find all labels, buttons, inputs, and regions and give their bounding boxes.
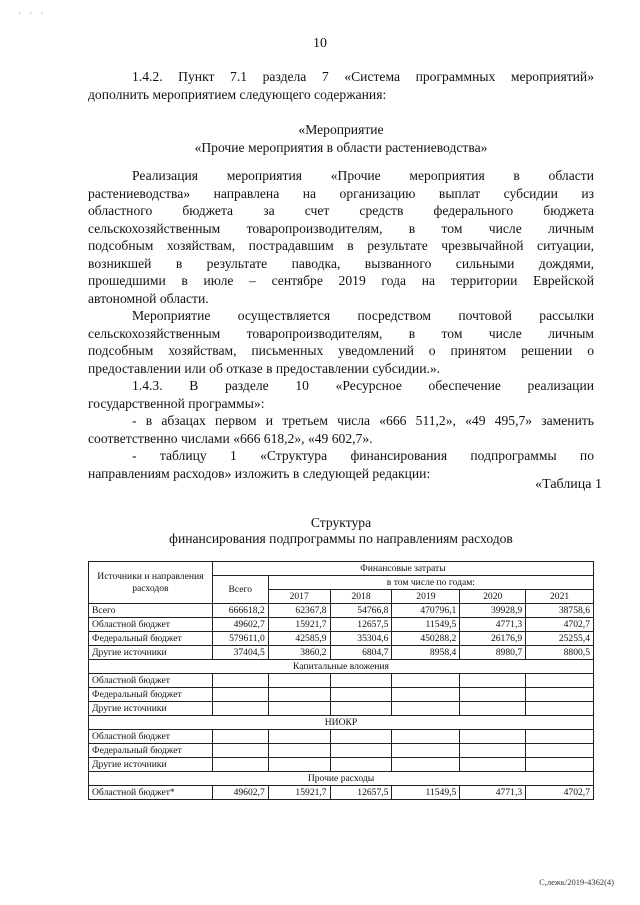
row-label: Федеральный бюджет [89,744,213,758]
measure-heading [88,121,594,156]
text-line: - таблицу 1 «Структура финансирования подпрограммы по [132,448,594,463]
table-title [88,515,594,547]
table-title-line: Структура [310,515,372,530]
text-line: 1.4.3. В разделе 10 «Ресурсное обеспечение реализации [132,378,594,393]
section-niokr: НИОКР [89,716,594,730]
text-line: автономной области. [88,290,209,306]
row-label: Другие источники [89,646,213,660]
text-line: дополнить мероприятием следующего содержания: [88,86,387,102]
row-label: Областной бюджет* [89,786,213,800]
table-row [89,702,594,716]
text-line: - в абзацах первом и третьем числа «666 511,2», «49 495,7» заменить [132,413,594,428]
text-line: соответственно числами «666 618,2», «49 602,7». [88,430,373,446]
text-line: возникшей в результате паводка, вызванного сильными дождями, [88,255,594,271]
table-row [89,618,594,632]
header-sources: Источники и направления расходов [89,562,213,604]
heading-line: «Прочие мероприятия в области растениеводства» [194,139,488,155]
text-line: подсобным хозяйствам, пострадавшим в результате чрезвычайной ситуации, [88,238,594,253]
text-line: Мероприятие осуществляется посредством почтовой рассылки [132,308,594,323]
cell-value: 49602,7 [212,618,268,632]
table-row [89,604,594,618]
financing-table [88,561,594,800]
text-line: государственной программы»: [88,395,265,411]
cell-value: 4771,3 [460,618,526,632]
cell-value: 54766,8 [330,604,392,618]
paragraph-1-4-3 [88,377,594,482]
cell-value: 4702,7 [526,618,594,632]
header-year: 2019 [392,590,460,604]
table-row [89,632,594,646]
cell-value: 4771,3 [460,786,526,800]
row-label: Другие источники [89,758,213,772]
section-other-expenses: Прочие расходы [89,772,594,786]
cell-value: 470796,1 [392,604,460,618]
paragraph-mailing [88,307,594,377]
cell-value: 8958,4 [392,646,460,660]
cell-value: 666618,2 [212,604,268,618]
text-line: подсобным хозяйствам, письменных уведомлений о принятом решении о [88,343,594,358]
text-line: областного бюджета за счет средств федерального бюджета [88,203,594,218]
scan-artifact: · · · [18,8,47,18]
cell-value: 4702,7 [526,786,594,800]
table-row [89,646,594,660]
header-financial-costs: Финансовые затраты [212,562,593,576]
header-year: 2017 [268,590,330,604]
row-label: Областной бюджет [89,618,213,632]
text-line: Реализация мероприятия «Прочие мероприятия в области [132,168,594,183]
row-label: Другие источники [89,702,213,716]
text-line: сельскохозяйственным товаропроизводителям, в том числе личным [88,220,594,236]
cell-value: 49602,7 [212,786,268,800]
row-label: Федеральный бюджет [89,632,213,646]
text-line: сельскохозяйственным товаропроизводителям, в том числе личным [88,325,594,341]
table-row [89,688,594,702]
cell-value: 12657,5 [330,786,392,800]
text-line: 1.4.2. Пункт 7.1 раздела 7 «Система программных мероприятий» [132,69,594,84]
cell-value: 8800,5 [526,646,594,660]
paragraph-1-4-2 [88,68,594,103]
cell-value: 3860,2 [268,646,330,660]
cell-value: 15921,7 [268,618,330,632]
cell-value: 38758,6 [526,604,594,618]
row-label: Федеральный бюджет [89,688,213,702]
cell-value: 26176,9 [460,632,526,646]
cell-value: 62367,8 [268,604,330,618]
cell-value: 579611,0 [212,632,268,646]
text-line: предоставлении или об отказе в предоставлении субсидии.». [88,360,441,376]
text-line: направлениям расходов» изложить в следующей редакции: [88,465,431,481]
table-row [89,786,594,800]
cell-value: 6804,7 [330,646,392,660]
header-year: 2021 [526,590,594,604]
cell-value: 15921,7 [268,786,330,800]
table-label: «Таблица 1 [535,477,602,492]
header-year: 2018 [330,590,392,604]
text-line: растениеводства» направлена на организацию выплат субсидии из [88,185,594,201]
cell-value: 42585,9 [268,632,330,646]
cell-value: 35304,6 [330,632,392,646]
document-code: С,лежк/2019-4362(4) [539,877,614,887]
cell-value: 450288,2 [392,632,460,646]
table-row [89,674,594,688]
header-by-year: в том числе по годам: [268,576,593,590]
page-number: 10 [313,36,327,51]
table-row [89,744,594,758]
cell-value: 11549,5 [392,786,460,800]
row-label: Всего [89,604,213,618]
cell-value: 39928,9 [460,604,526,618]
cell-value: 25255,4 [526,632,594,646]
row-label: Областной бюджет [89,730,213,744]
paragraph-implementation [88,167,594,307]
header-total: Всего [212,576,268,604]
table-row [89,758,594,772]
cell-value: 12657,5 [330,618,392,632]
cell-value: 11549,5 [392,618,460,632]
heading-line: «Мероприятие [298,122,384,137]
row-label: Областной бюджет [89,674,213,688]
cell-value: 8980,7 [460,646,526,660]
table-title-line: финансирования подпрограммы по направлениям расходов [169,531,513,546]
text-line: прошедшими в июле – сентябре 2019 года на территории Еврейской [88,273,594,288]
header-year: 2020 [460,590,526,604]
cell-value: 37404,5 [212,646,268,660]
table-row [89,730,594,744]
section-capital-investments: Капитальные вложения [89,660,594,674]
